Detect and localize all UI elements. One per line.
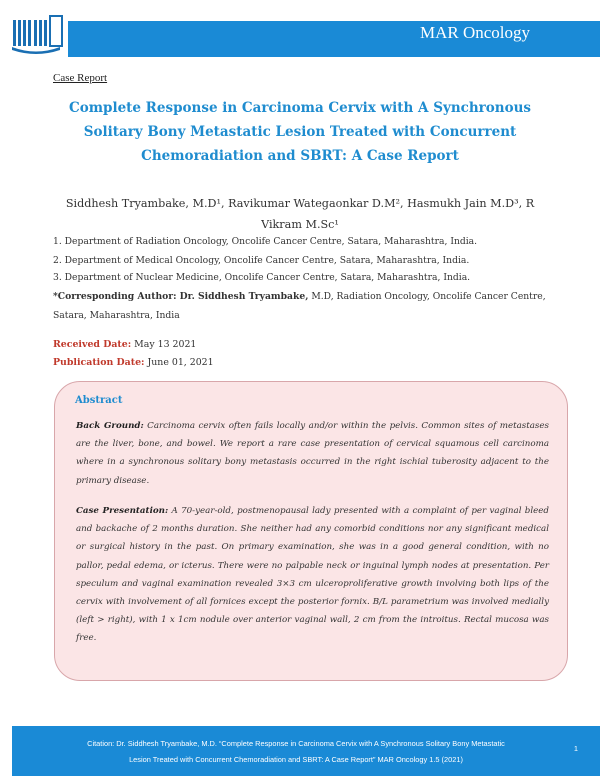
received-label: Received Date: — [53, 339, 132, 350]
authors — [52, 193, 548, 235]
affiliation: 1. Department of Radiation Oncology, Oncolife Cancer Centre, Satara, Maharashtra, India. — [53, 236, 478, 247]
abstract-case-presentation — [76, 502, 549, 648]
abstract-heading: Abstract — [75, 395, 123, 406]
abstract-background — [76, 417, 549, 490]
citation-line: Lesion Treated with Concurrent Chemoradiation and SBRT: A Case Report” MAR Oncology 1.5 (2021) — [129, 755, 463, 764]
background-label: Back Ground: — [76, 421, 144, 431]
corresponding-label: *Corresponding Author: Dr. Siddhesh Tryambake, — [53, 291, 309, 302]
title-line: Complete Response in Carcinoma Cervix with A Synchronous — [68, 100, 532, 116]
citation — [26, 736, 566, 768]
publication-label: Publication Date: — [53, 357, 145, 368]
authors-line: Siddhesh Tryambake, M.D¹, Ravikumar Wategaonkar D.M², Hasmukh Jain M.D³, R — [65, 197, 535, 210]
journal-header — [0, 12, 600, 58]
case-text: A 70-year-old, postmenopausal lady presented with a complaint of per vaginal bleed and backache of 2 months duration. She neither had any comorbid conditions nor any significant medical or surgical history in the past. On primary examination, she was in a good general condition, with no pallor, pedal edema, or icterus. There were no palpable neck or inguinal lymph nodes at presentation. Per speculum and vaginal examination revealed 3×3 cm ulceroproliferative growth involving both lips of the cervix with involvement of all fornices except the posterior fornix. B/L parametrium was involved medially (left > right), with 1 x 1cm nodule over anterior vaginal wall, 2 cm from the introitus. Rectal mucosa was free. — [76, 506, 549, 644]
citation-line: Citation: Dr. Siddhesh Tryambake, M.D. “Complete Response in Carcinoma Cervix with A Synchronous Solitary Bony Metastatic — [87, 739, 505, 748]
background-text: Carcinoma cervix often fails locally and/or within the pelvis. Common sites of metastases are the liver, bone, and bowel. We report a rare case presentation of cervical squamous cell carcinoma where in a synchronous solitary bony metastasis occurred in the right ischial tuberosity adjacent to the primary disease. — [76, 421, 549, 486]
case-label: Case Presentation: — [76, 506, 169, 516]
authors-line: Vikram M.Sc¹ — [261, 218, 339, 231]
corresponding-text: M.D, Radiation Oncology, Oncolife Cancer Centre, Satara, Maharashtra, India — [53, 291, 546, 321]
title-line: Chemoradiation and SBRT: A Case Report — [141, 148, 459, 164]
publication-value: June 01, 2021 — [144, 357, 214, 368]
affiliation: 2. Department of Medical Oncology, Oncolife Cancer Centre, Satara, Maharashtra, India. — [53, 255, 470, 266]
affiliation: 3. Department of Nuclear Medicine, Oncolife Cancer Centre, Satara, Maharashtra, India. — [53, 272, 471, 283]
book-logo-icon — [10, 12, 66, 58]
page-number: 1 — [573, 744, 578, 753]
journal-name: MAR Oncology — [419, 23, 530, 42]
article-title — [60, 96, 540, 168]
title-line: Solitary Bony Metastatic Lesion Treated with Concurrent — [83, 124, 517, 140]
citation-footer — [12, 726, 600, 776]
received-date — [53, 339, 196, 350]
article-type: Case Report — [53, 72, 108, 84]
publication-date — [53, 357, 214, 368]
corresponding-author — [53, 287, 553, 325]
abstract-box — [54, 381, 568, 681]
received-value: May 13 2021 — [131, 339, 197, 350]
